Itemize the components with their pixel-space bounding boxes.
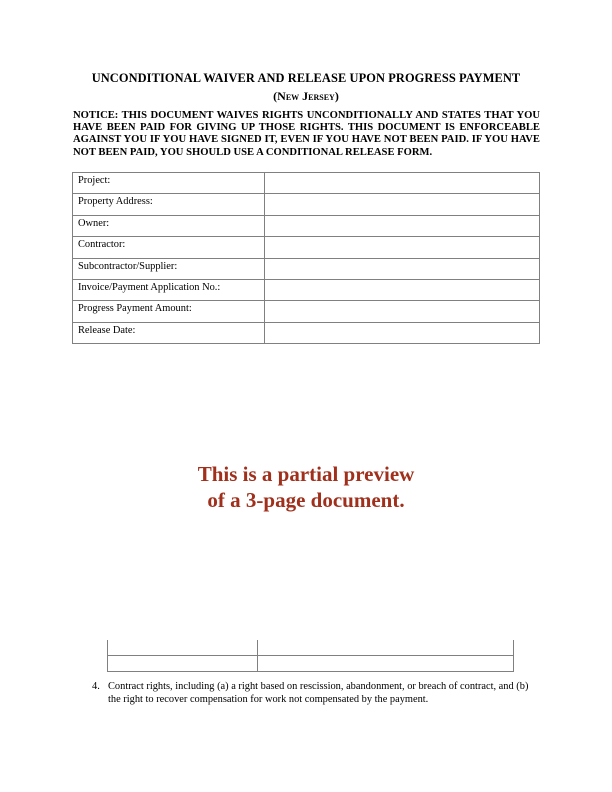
table-row: [73, 322, 540, 343]
table-row: [73, 237, 540, 258]
field-label: Progress Payment Amount:: [73, 301, 265, 322]
field-label: Owner:: [73, 215, 265, 236]
document-subtitle: (New Jersey): [273, 89, 339, 103]
table-row: [73, 258, 540, 279]
table-row: [108, 656, 514, 672]
field-value[interactable]: [265, 237, 540, 258]
notice-text: NOTICE: THIS DOCUMENT WAIVES RIGHTS UNCONDITIONALLY AND STATES THAT YOU HAVE BEEN PAID FOR GIVING UP THOSE RIGHTS. THIS DOCUMENT IS ENFORCEABLE AGAINST YOU IF YOU HAVE SIGNED IT, EVEN IF YOU HAVE NOT BEEN PAID. IF YOU HAVE NOT BEEN PAID, YOU SHOULD USE A CONDITIONAL RELEASE FORM.: [73, 110, 540, 158]
table-row: [73, 173, 540, 194]
field-label: Contractor:: [73, 237, 265, 258]
table-cell: [108, 656, 258, 672]
table-cell: [258, 640, 514, 656]
field-label: Property Address:: [73, 194, 265, 215]
partial-preview-notice: [0, 461, 612, 513]
release-info-table: [72, 172, 540, 344]
table-row: [73, 215, 540, 236]
field-value[interactable]: [265, 215, 540, 236]
table-row: [73, 301, 540, 322]
preview-line-2: of a 3-page document.: [207, 488, 405, 512]
field-label: Invoice/Payment Application No.:: [73, 279, 265, 300]
field-value[interactable]: [265, 194, 540, 215]
table-row: [108, 640, 514, 656]
table-cell: [108, 640, 258, 656]
lower-table-fragment: [107, 640, 514, 672]
field-value[interactable]: [265, 301, 540, 322]
preview-line-1: This is a partial preview: [197, 462, 415, 486]
field-value[interactable]: [265, 279, 540, 300]
field-value[interactable]: [265, 258, 540, 279]
list-item-number: 4.: [92, 681, 100, 692]
table-row: [73, 194, 540, 215]
field-label: Project:: [73, 173, 265, 194]
field-value[interactable]: [265, 322, 540, 343]
field-label: Subcontractor/Supplier:: [73, 258, 265, 279]
list-item-text: Contract rights, including (a) a right based on rescission, abandonment, or breach of contract, and (b) the right to recover compensation for work not compensated by the payment.: [108, 681, 529, 705]
field-label: Release Date:: [73, 322, 265, 343]
table-cell: [258, 656, 514, 672]
table-row: [73, 279, 540, 300]
document-title: UNCONDITIONAL WAIVER AND RELEASE UPON PROGRESS PAYMENT: [91, 71, 521, 85]
field-value[interactable]: [265, 173, 540, 194]
